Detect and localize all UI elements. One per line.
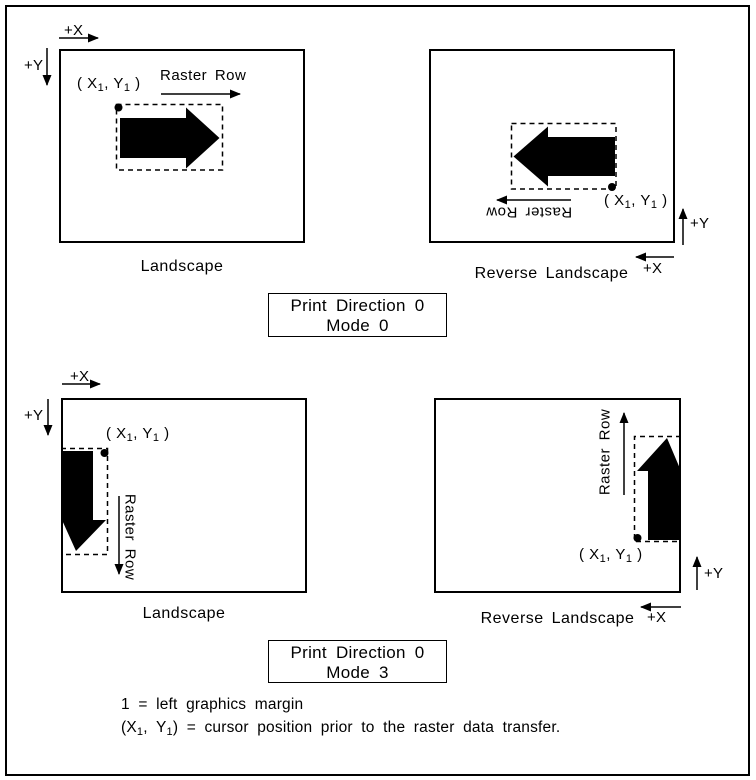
footnote-cursor-position — [121, 720, 560, 736]
panel-mode3-reverse-landscape — [435, 399, 697, 607]
block-arrow-left — [514, 127, 616, 187]
coord-close: ) — [130, 75, 141, 92]
coord-label — [604, 192, 668, 211]
origin-dot — [115, 104, 123, 112]
axis-x-label: +X — [70, 368, 90, 385]
coord-sub1: 1 — [624, 199, 632, 211]
caption-mode: Mode 0 — [326, 316, 389, 335]
orientation-label-landscape: Landscape — [140, 258, 224, 275]
coord-mid: , Y — [606, 546, 626, 563]
footnote-mid: , Y — [143, 719, 167, 736]
axis-y-label: +Y — [690, 215, 710, 232]
coord-close: ) — [159, 425, 170, 442]
coord-open: ( X — [579, 546, 600, 563]
orientation-label-landscape: Landscape — [142, 605, 226, 622]
coord-open: ( X — [77, 75, 98, 92]
coord-close: ) — [632, 546, 643, 563]
origin-dot — [101, 449, 109, 457]
coord-sub2: 1 — [152, 432, 160, 444]
caption-box-mode3 — [268, 640, 447, 683]
caption-mode: Mode 3 — [326, 663, 389, 682]
footnote-margin: 1 = left graphics margin — [121, 696, 304, 713]
origin-dot — [608, 183, 616, 191]
coord-close: ) — [657, 192, 668, 209]
block-arrow-up — [637, 438, 681, 540]
origin-dot — [634, 534, 642, 542]
axis-y-label: +Y — [704, 565, 724, 582]
coord-mid: , Y — [133, 425, 153, 442]
panel-mode3-landscape — [48, 384, 306, 592]
coord-label — [579, 546, 643, 565]
page-outline — [62, 399, 306, 592]
coord-sub1: 1 — [126, 432, 134, 444]
axis-x-label: +X — [64, 22, 84, 39]
axis-x-label: +X — [643, 260, 663, 277]
orientation-label-reverse-landscape: Reverse Landscape — [480, 610, 635, 627]
coord-label — [77, 75, 141, 94]
page-outline — [435, 399, 680, 592]
coord-mid: , Y — [104, 75, 124, 92]
axis-y-label: +Y — [24, 407, 44, 424]
coord-sub1: 1 — [97, 82, 105, 94]
caption-print-direction: Print Direction 0 — [290, 296, 425, 315]
raster-row-label-rotated: Raster Row — [121, 493, 139, 581]
coord-mid: , Y — [631, 192, 651, 209]
raster-row-label-rotated: Raster Row — [596, 408, 614, 496]
axis-y-label: +Y — [24, 57, 44, 74]
caption-print-direction: Print Direction 0 — [290, 643, 425, 662]
raster-row-label-rotated: Raster Row — [485, 203, 573, 221]
coord-sub2: 1 — [123, 82, 131, 94]
block-arrow-right — [120, 108, 220, 169]
coord-sub2: 1 — [625, 553, 633, 565]
block-arrow-down — [62, 451, 106, 551]
caption-box-mode0 — [268, 293, 447, 337]
orientation-label-reverse-landscape: Reverse Landscape — [474, 265, 629, 282]
coord-open: ( X — [106, 425, 127, 442]
footnote-sub1: 1 — [136, 726, 144, 738]
coord-label — [106, 425, 170, 444]
raster-row-label: Raster Row — [160, 67, 247, 84]
coord-open: ( X — [604, 192, 625, 209]
footnote-text: ) = cursor position prior to the raster data transfer. — [172, 719, 561, 736]
coord-sub1: 1 — [599, 553, 607, 565]
footnote-sub2: 1 — [166, 726, 173, 738]
footnote-open: (X — [121, 719, 137, 736]
axis-x-label: +X — [647, 609, 667, 626]
coord-sub2: 1 — [650, 199, 658, 211]
panel-mode0-reverse-landscape — [430, 50, 683, 257]
